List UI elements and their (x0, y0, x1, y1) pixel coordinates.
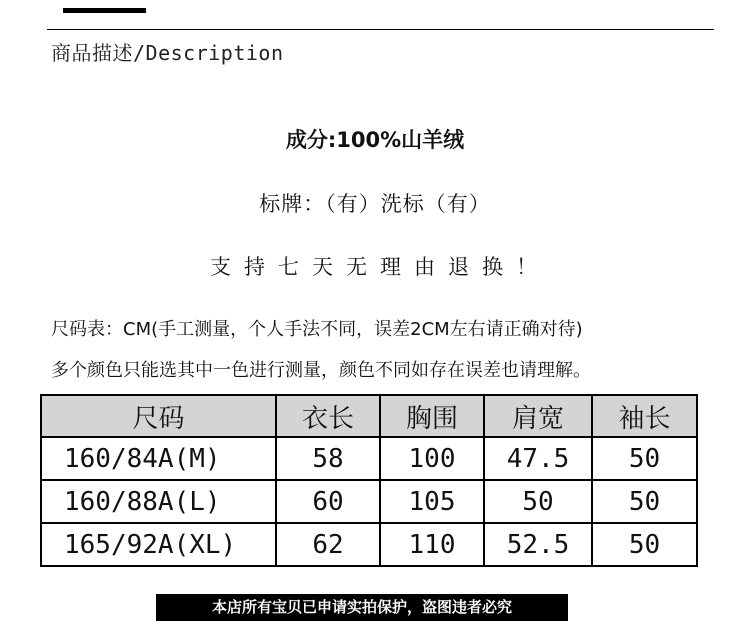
section-title: 商品描述/Description (51, 41, 284, 65)
size-table-header-row (41, 395, 697, 437)
header-chest: 胸围 (380, 395, 484, 437)
chest-cell: 110 (380, 523, 484, 566)
sleeve-cell: 50 (592, 480, 697, 523)
sleeve-cell: 50 (592, 523, 697, 566)
size-note-measurement: 尺码表：CM(手工测量，个人手法不同，误差2CM左右请正确对待) (51, 319, 583, 340)
sleeve-cell: 50 (592, 437, 697, 480)
size-note-color: 多个颜色只能选其中一色进行测量，颜色不同如存在误差也请理解。 (51, 360, 591, 381)
table-row (41, 523, 697, 566)
shoulder-cell: 47.5 (484, 437, 592, 480)
chest-cell: 105 (380, 480, 484, 523)
header-sleeve: 袖长 (592, 395, 697, 437)
length-cell: 62 (276, 523, 380, 566)
shoulder-cell: 50 (484, 480, 592, 523)
length-cell: 60 (276, 480, 380, 523)
shoulder-cell: 52.5 (484, 523, 592, 566)
brand-tag-text: 标牌：（有）洗标（有） (259, 192, 491, 216)
header-divider (47, 29, 714, 30)
table-row (41, 437, 697, 480)
length-cell: 58 (276, 437, 380, 480)
size-cell: 160/84A(M) (41, 437, 276, 480)
header-accent-bar (63, 8, 146, 13)
size-cell: 165/92A(XL) (41, 523, 276, 566)
header-size: 尺码 (41, 395, 276, 437)
chest-cell: 100 (380, 437, 484, 480)
composition-text: 成分:100%山羊绒 (285, 128, 465, 152)
copyright-notice-banner: 本店所有宝贝已申请实拍保护，盗图违者必究 (156, 594, 568, 621)
size-cell: 160/88A(L) (41, 480, 276, 523)
header-length: 衣长 (276, 395, 380, 437)
header-shoulder: 肩宽 (484, 395, 592, 437)
size-table (40, 394, 698, 567)
return-policy-text: 支持七天无理由退换！ (210, 255, 550, 279)
table-row (41, 480, 697, 523)
